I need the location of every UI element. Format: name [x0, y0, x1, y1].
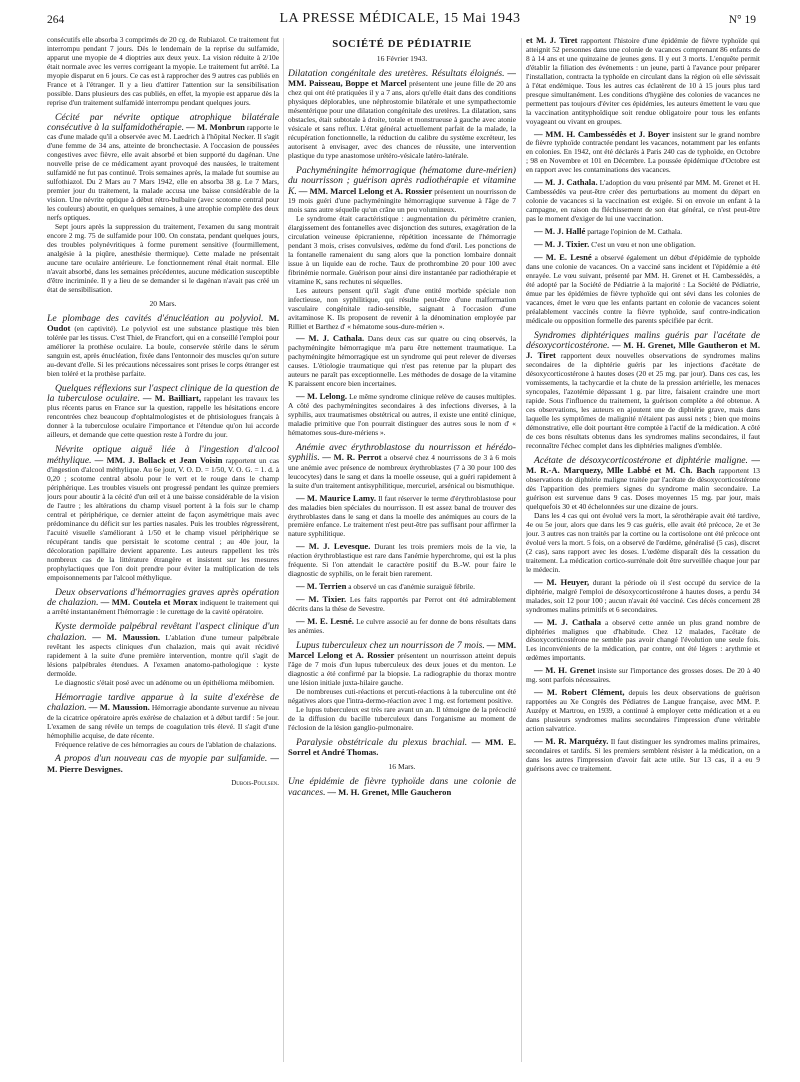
session-date: 16 Mars.: [388, 762, 416, 772]
discussion: [288, 595, 516, 614]
article-item: [288, 443, 516, 491]
discussion: [288, 542, 516, 579]
paragraph: Le syndrome était caractéristique : augmentation du périmètre cranien, élargissement des fontanelles avec disjonction des sutures, exagération de la circulation veineuse épicranienne, répétition incessante de l'hémorragie pendant 3 mois, crises convulsives, œdème du fond d'œil. Les ponctions de la fontanelle ramenaient du sang alors que la ponction lombaire donnait issue à un liquide eau de roche. Taux de prothrombine 20 pour 100 avec fibrinémie normale. Guérison pour ainsi dire instantanée par radiothérapie et vitamine K, sans rechutes ni séquelles.: [288, 214, 516, 286]
article-item: [47, 693, 279, 741]
discussant: — M. J. Hallé: [534, 226, 586, 237]
article-item: [47, 754, 279, 774]
page-number: 264: [47, 14, 65, 26]
article-text: rapportent l'histoire d'une épidémie de fièvre typhoïde qui atteignit 52 personnes dans une colonie de vacances comprenant 86 enfants de 8 à 14 ans et une quinzaine de jeunes gens. Il y eut 3 morts. L'enquête permit d'établir la filiation des événements : un jeune, parti à l'avance pour préparer l'installation, contracta la typhoïde en circulant dans la région où elle sévissait à l'état endémique. Tous les autres cas éclatèrent de 10 à 15 jours plus tard presque simultanément. Les conditions d'hygiène des colonies de vacances ne permettent pas toujours d'éviter ces épidémies, les auteurs émettent le vœu que la vaccination antityphoïdique soit rendue obligatoire pour tous les enfants voyageant ou vivant en groupes.: [526, 36, 760, 126]
discussion-text: durant la période où il s'est occupé du service de la diphtérie, malgré l'emploi de désoxycorticostérone à hautes doses, a perdu 34 malades, soit 12 pour 100 ; aucun n'avait été vacciné. Ces décès concernent 28 syndromes malins primitifs et 6 secondaires.: [526, 577, 760, 614]
article-author: — M. H. Grenet, Mlle Gaucheron: [327, 786, 452, 797]
article-author: — MM. Paisseau, Boppe et Marcel: [288, 67, 516, 89]
discussant: — M. Heuyer,: [534, 576, 590, 587]
discussion: [526, 240, 760, 250]
discussion-text: partage l'opinion de M. Cathala.: [587, 227, 683, 237]
article-author: — M. R.-A. Marquezy, Mlle Labbé et M. Ch. Bach: [526, 454, 760, 476]
session-date: 20 Mars.: [149, 298, 177, 308]
discussion-text: a observé cette année un plus grand nombre de diphtéries malignes que d'habitude. Chez 12 malades, l'acétate de désoxycorticostérone ne semble pas avoir changé l'évolution une seule fois. Les inconvénients de la médication, par contre, ont été légers : arythmie et œdèmes importants.: [526, 617, 760, 663]
discussant: — M. J. Cathala: [534, 616, 602, 627]
paragraph: Les auteurs pensent qu'il s'agit d'une entité morbide spéciale non infectieuse, non syphilitique, qui résulte peut-être d'une malformation vasculaire congénitale radio-sensible, saignant à l'occasion d'une avitaminose K. Ils proposent de revenir à la dénomination employée par Rilliet et Barthez d' « hématome sous-dure-mérien ».: [288, 285, 516, 331]
article-text: L'ablation d'une tumeur palpébrale revêtant les aspects cliniques d'un chalazion, mais qui avait récidivé rapidement à la suite d'une première intervention, montre qu'il s'agit de lésions palpébrales étendues. A l'examen anatomo-pathologique : kyste dermoïde.: [47, 632, 279, 678]
article-author: — M. Maussion.: [88, 702, 150, 713]
discussion-text: Le culvre associé au fer donne de bons résultats dans les anémies.: [288, 617, 516, 635]
discussant: — M. J. Tixier.: [534, 239, 590, 250]
discussant: — M. J. Cathala.: [534, 177, 598, 188]
discussant: — M. E. Lesné: [534, 251, 592, 262]
discussion: [526, 253, 760, 326]
article-title: Dilatation congénitale des uretères. Résultats éloignés.: [288, 67, 505, 79]
article-text: présentent un nourrisson atteint depuis l'âge de 7 mois d'un lupus tuberculeux des deux joues et du menton. Le diagnostic a été confirmé par la biopsie. La radiographie du thorax montre une lésion initiale juxta-hilaire gauche.: [288, 651, 516, 688]
article-author: — M. Monbrun: [186, 122, 245, 133]
article-title: Paralysie obstétricale du plexus brachial.: [296, 736, 468, 748]
article-author: — MM. Marcel Lelong et A. Rossier: [298, 185, 433, 196]
article-title: Névrite optique aiguë liée à l'ingestion d'alcool méthylique.: [47, 444, 279, 466]
discussion-text: a observé également un début d'épidémie de typhoïde dans une colonie de vacances. On a vacciné sans incident et l'épidémie a été enrayée. Le vœu suivant, présenté par MM. H. Grenet et H. Cambessédès, a été adopté par la Société de Pédiatrie à la majorité : La Société de Pédiatrie, émue par les épidémies de fièvre typhoïde qui ont sévi dans les colonies de vacances, émet le vœu que les enfants partant en colonie de vacances soient préalablement vaccinés contre la fièvre typhoïde, sauf contre-indication médicale ou opposition formelle des parents spécifiée par écrit.: [526, 252, 760, 325]
article-title: Anémie avec érythroblastose du nourrisson et hérédo-syphilis.: [288, 441, 516, 464]
discussion-text: Il faut réserver le terme d'érythroblastose pour des maladies bien spéciales du nourrisson. Il est assez banal de trouver des érythroblastes dans le sang et dans la moelle des anémiques au cours de la première enfance. Le traitement n'est peut-être pas suffisant pour affirmer la nature syphilitique.: [288, 493, 516, 539]
article-item: [47, 588, 279, 618]
article-title: A propos d'un nouveau cas de myopie par sulfamide.: [55, 753, 268, 765]
section-title: SOCIÉTÉ DE PÉDIATRIE: [332, 38, 472, 50]
column-middle: [288, 36, 516, 1066]
article-item: [526, 456, 760, 512]
article-item: [47, 622, 279, 679]
discussion-text: Durant les trois premiers mois de la vie, la réaction érythroblastique est rare dans l'anémie hyperchrome, qui est la plus fréquente. Si l'on attendait le caractère positif du B.-W. pour faire le diagnostic de syphilis, on le ferait bien rarement.: [288, 542, 516, 579]
discussion: [526, 737, 760, 774]
column-left: [47, 36, 279, 1066]
article-title: Le plombage des cavités d'énucléation au polyviol.: [47, 312, 264, 324]
paragraph: Fréquence relative de ces hémorragies au cours de l'ablation de chalazions.: [55, 739, 277, 749]
article-continuation: [526, 36, 760, 127]
article-author: — MM. Coutela et Morax: [100, 596, 198, 607]
paragraph: De nombreuses cuti-réactions et percuti-réactions à la tuberculine ont été négatives alors que l'intra-dermo-réaction avec 1 mg. est fortement positive.: [288, 687, 516, 706]
article-text: rapportent 13 observations de diphtérie maligne traitée par l'acétate de désoxycorticostérone dès l'apparition des premiers signes du syndrome malin secondaire. La guérison est survenue dans 9 cas. Doses moyennes 15 mg. par jour, mais quelquefois 30 et 40 échelonnées sur une dizaine de jours.: [526, 466, 760, 512]
article-title: Lupus tuberculeux chez un nourrisson de 7 mois.: [296, 639, 485, 651]
issue-number: N° 19: [728, 14, 756, 26]
discussion-text: insistent sur le grand nombre de fièvre typhoïde contractée pendant les vacances, notamment par les enfants en colonies. En 1942, ont été déclarés à Paris 240 cas de typhoïde, en Octobre ; 98 en Novembre et 101 en Décembre. La poussée épidémique d'Octobre est en rapport avec les contaminations des vacances.: [526, 129, 760, 175]
discussion: [288, 494, 516, 540]
article-item: [47, 384, 279, 441]
article-text: rappelant les travaux les plus récents parus en France sur la question, rappelle les hésitations encore rencontrées chez beaucoup d'ophtalmologistes et de phtisiologues français à donner à la tuberculose oculaire l'importance et l'étendue qu'on lui accorde ailleurs, et demande que cette question reste à l'ordre du jour.: [47, 394, 279, 440]
discussion: [526, 178, 760, 224]
discussant: — M. Maurice Lamy.: [296, 492, 377, 503]
article-text: présentent une jeune fille de 20 ans chez qui ont été pratiquées il y a 7 ans, alors qu'elle était dans des conditions physiques déplorables, une néphrostomie bilatérale et une sympathectomie mésentérique pour une dilatation congénitale des uretères. La dilatation, sans obstacles, était subtotale à droite, totale et monstrueuse à gauche avec atonie vésicale et sans reflux. L'état général actuellement parfait de la malade, la récupération fonctionnelle, la réduction du calibre du système excréteur, les autorisent à envisager, avec des chances de réussite, une intervention plastique du type anastomose urétéro-vésicale latéro-latérale.: [288, 79, 516, 160]
discussion: [526, 666, 760, 685]
discussant: — M. J. Levesque.: [296, 541, 371, 552]
article-author: — MM. E. Sorrel et André Thomas.: [288, 736, 516, 758]
article-title: Une épidémie de fièvre typhoïde dans une colonie de vacances.: [288, 776, 516, 798]
column-divider: [521, 38, 522, 1062]
article-author: et M. J. Tiret: [526, 36, 578, 45]
article-item: [288, 166, 516, 215]
article-item: [47, 113, 279, 223]
article-title: Deux observations d'hémorragies graves après opération de chalazion.: [47, 586, 279, 608]
page-header: [0, 0, 800, 34]
discussion: [526, 227, 760, 237]
article-item: [288, 69, 516, 161]
article-author: — MM. J. Bollack et Jean Voisin: [94, 454, 223, 465]
article-text: a observé chez 4 nourrissons de 3 à 6 mois une anémie avec présence de nombreux érythroblastes (7 à 30 pour 100 des leucocytes) dans le sang et dans la moelle osseuse, qui a guéri rapidement à la suite d'un traitement antisyphilitique, mercuriel, arsénical ou bismuthique.: [288, 453, 516, 490]
discussant: — M. J. Cathala.: [296, 333, 365, 344]
article-author: — M. Maussion.: [92, 631, 161, 642]
discussion-text: a observé un cas d'anémie suraiguë fébrile.: [348, 582, 475, 592]
discussant: — M. Lelong.: [296, 391, 348, 402]
discussion: [288, 582, 516, 592]
discussion: [526, 130, 760, 176]
discussion: [526, 688, 760, 734]
article-item: [526, 331, 760, 451]
journal-title: LA PRESSE MÉDICALE, 15 Mai 1943: [279, 11, 521, 26]
article-text: (en captivité). Le polyviol est une substance plastique très bien tolérée par les tissus. C'est Thiel, de Francfort, qui en a conseillé l'emploi pour améliorer la prothèse oculaire. La boule, conservée stérile dans le sérum sanguin est, après énucléation, fixée dans l'entonnoir des muscles qu'on suture au-devant d'elle. Si les précautions nécessaires sont prises le corps étranger est bien toléré et la prothèse parfaite.: [47, 323, 279, 378]
discussion-text: Dans deux cas sur quatre ou cinq observés, la pachyméningite hémorragique m'a paru être nettement traumatique. La pachyméningite hémorragique est un syndrome qui peut relever de diverses causes. L'étiologie traumatique qui n'est pas retenue par la plupart des auteurs ne paraît pas exceptionnelle. Les méthodes de dosage de la vitamine K paraissent encore bien incertaines.: [288, 334, 516, 389]
discussant: — M. Terrien: [296, 581, 347, 592]
paragraph: Le diagnostic s'était posé avec un adénome ou un épithélioma méibomien.: [55, 677, 275, 687]
discussant: — M. Tixier.: [296, 594, 347, 605]
discussion-text: Il faut distinguer les syndromes malins primaires, secondaires et tardifs. Si les premiers semblent résister à la médication, on a dans les autres l'impression d'avoir fait acte utile. Sur 13 cas, il a eu 9 guérisons avec ce traitement.: [526, 736, 760, 773]
article-title: Cécité par névrite optique atrophique bilatérale consécutive à la sulfamidothérapie.: [47, 111, 279, 134]
article-item: [288, 777, 516, 798]
article-text: présentent un nourrisson de 19 mois guéri d'une pachyméningite hémorragique survenue à l'âge de 7 mois sans autre séquelle qu'un crâne un peu volumineux.: [288, 186, 516, 215]
article-item: [288, 641, 516, 688]
signature: Dubois-Poulsen.: [231, 778, 279, 787]
discussion-text: insiste sur l'importance des grosses doses. De 20 à 40 mg. sont parfois nécessaires.: [526, 666, 760, 685]
paragraph: Dans les 4 cas qui ont évolué vers la mort, la sérothérapie avait été tardive, 4e ou 5e jour, alors que dans les 9 cas guéris, elle avait été précoce, 2e et 3e jour. 3 autres cas non traités par la cortine ou la cortisolone ont été précoce ont évolué vers la mort. 5 fois, on a observé de l'œdème, généralisé (5 cas), discret (2 cas), sans rapport avec les doses. L'œdème disparaît dès la cessation du traitement. La médication cortico-surrénale doit être surveillée chaque jour par le médecin.: [526, 511, 760, 574]
discussant: — MM. H. Cambessédès et J. Boyer: [534, 128, 670, 139]
discussion: [288, 617, 516, 636]
discussion-text: L'adoption du vœu présenté par MM. M. Grenet et H. Cambessédès va peut-être créer des perturbations au moment du départ en colonie de vacances si la vaccination est exigée. Si on envoie un enfant à la campagne, en raison du fléchissement de son état général, ce n'est peut-être pas le moment d'exiger de lui une vaccination.: [526, 178, 760, 224]
article-text: rapportent deux nouvelles observations de syndromes malins secondaires de la diphtérie guéris par les injections d'acétate de désoxycorticostérone à hautes doses (20 et 25 mg. par jour). Dans ces cas, les vomissements, la tachycardie et la chute de la pression artérielle, les menaces syncopales, l'azotémie dépassant 1 g. par litre, faisaient craindre une mort rapide. Sous l'influence du traitement, la guérison complète a été obtenue. A ces observations, les auteurs en ajoutent une de diphtérie grave, mais dans laquelle les symptômes de malignité n'étaient pas aussi nets ; bien que moins démonstrative, elle doit pourtant être comptée à l'actif de la médication. A côté de ces bons résultats obtenus dans les syndromes malins secondaires, il faut reconnaître l'échec complet dans les diphtéries malignes d'emblée.: [526, 351, 760, 450]
article-author: — M. H. Grenet, Mlle Gautheron et M. J. Tiret: [526, 340, 760, 361]
discussion: [288, 392, 516, 438]
paragraph: Sept jours après la suppression du traitement, l'examen du sang montrait encore 2 mg. 75 de sulfamide pour 100. On constata, pendant quelques jours, des troubles polynévritiques à forme purement sensitive (fourmillement, analgésie à la piqûre, anesthésie thermique). Cette malade ne présentait aucune tare oculaire antérieure. Le fonctionnement rénal était normal. Elle n'avait absorbé, dans les semaines précédentes, aucune médication susceptible d'être incriminée. Il y a lieu de se demander si le dagénan n'avait pas créé un état de sensibilisation.: [47, 221, 279, 294]
column-right: [526, 36, 760, 1066]
article-author: — M. Pierre Desvignes.: [47, 753, 279, 774]
article-author: — M. R. Perrot: [322, 452, 382, 463]
session-date: 16 Février 1943.: [376, 54, 428, 63]
article-item: [47, 445, 279, 582]
column-divider: [283, 38, 284, 1062]
article-text: rapporte le cas d'une malade qu'il a observée avec M. Laedrich à l'hôpital Necker. Il s'agit d'une femme de 34 ans, atteinte de bronchectasie. A l'occasion de poussées congestives avec fièvre, elle avait absorbé et bien supporté du dagénan. Une nouvelle prise de ce médicament ayant provoqué des nausées, le traitement sulfamidé ne fut pas continué. Trois semaines après, la malade fut soumise au sulfothiazol. Du 2 Mars au 7 Mars 1942, elle en absorba 38 g. Le 7 Mars, premier jour du traitement, la malade accusa une baisse considérable de la vision. Une névrite optique à début rétro-bulbaire (avec scotome central pour les couleurs) aboutit, en quelques semaines, à une atrophie complète des deux nerfs optiques.: [47, 123, 279, 223]
article-author: M. Oudot: [47, 312, 279, 333]
article-title: Syndromes diphtériques malins guéris par l'acétate de désoxycorticostérone.: [526, 329, 760, 351]
discussion: [526, 618, 760, 664]
article-item: [288, 738, 516, 758]
article-text: rapportent un cas d'ingestion d'alcool méthylique. Au 6e jour, V. O. D. = 1/50, V. O. G. = 1. d. à 0,20 ; scotome central absolu pour le vert et le rouge dans le champ périphérique. Les troubles visuels ont progressé pendant les quinze premiers jours pour aboutir à la cécité d'un œil et à une baisse considérable de la vision de l'autre ; les altérations du champ visuel portent à la fois sur le champ central et périphérique, ce dernier atteint de façon asymétrique mais avec prédominance du déficit sur les parties nasales. Puis les troubles régressèrent, l'acuité visuelle s'améliorant à 1/50 et le champ visuel périphérique se récupérant tandis que persistait le scotome central ; au 40e jour, la décoloration papillaire devient apparente. Les auteurs rappellent les très nombreux cas de la littérature étrangère et insistent sur les mesures prophylactiques que l'on doit prendre pour éviter la multiplication de tels empoisonnements par l'alcool méthylique.: [47, 455, 279, 582]
article-title: Quelques réflexions sur l'aspect clinique de la question de la tuberculose oculaire.: [47, 382, 279, 405]
discussion-text: Le même syndrome clinique relève de causes multiples. A côté des pachyméningites secondaires à des infections diverses, à la syphilis, aux traumatismes obstétrical ou autres, il existe une entité clinique, maladie primitive que l'on pourrait distinguer des autres sous le nom d' « hématomes sous-dure-mériens ».: [288, 392, 516, 437]
article-title: Pachyméningite hémorragique (hématome dure-mérien) du nourrisson ; guérison après radiothérapie et vitamine K.: [288, 164, 516, 197]
discussant: — M. R. Marquézy.: [534, 735, 609, 746]
paragraph: consécutifs elle absorba 3 comprimés de 20 cg. de Rubiazol. Ce traitement fut interrompu pendant 7 jours. Dès le lendemain de la reprise du sulfamide, apparut une myopie de 4 dioptries aux deux yeux. La vision réduite à 2/10e était normale avec les verres corrigeant la myopie. Le traitement fut arrêté. La myopie disparut en 6 jours. Ce cas est à rapprocher des 9 autres cas publiés en France et à l'étranger. Il y a lieu d'attirer l'attention sur la sensibilisation possible. Dans plusieurs des cas publiés, en effet, la myopie est apparue dès la reprise d'un traitement sulfamidé interrompu pendant quelques jours.: [47, 36, 279, 107]
article-text: indiquent le traitement qui a arrêté instantanément l'hémorragie : le curettage de la cavité opératoire.: [47, 597, 279, 617]
article-author: — MM. Marcel Lelong et A. Rossier: [288, 639, 516, 661]
article-title: Acétate de désoxycorticostérone et diphtérie maligne.: [534, 454, 748, 466]
article-item: [47, 314, 279, 379]
article-author: — M. Bailliart,: [142, 393, 202, 404]
discussion-text: Les faits rapportés par Perrot ont été admirablement décrits dans la thèse de Sevestre.: [288, 595, 516, 614]
article-title: Hémorragie tardive apparue à la suite d'exérèse de chalazion.: [47, 691, 279, 714]
article-text: Hémorragie abondante survenue au niveau de la cicatrice opératoire après exérèse de chalazion et à début tardif : 5e jour. L'examen de sang révèle un temps de coagulation très élevé. Il s'agit d'une hémophilie acquise, de date récente.: [47, 703, 279, 740]
discussion: [288, 334, 516, 389]
discussant: — M. E. Lesné.: [296, 616, 354, 627]
discussion: [526, 578, 760, 615]
discussion-text: C'est un vœu et non une obligation.: [591, 240, 696, 250]
discussant: — M. H. Grenet: [534, 665, 596, 676]
paragraph: Le lupus tuberculeux est très rare avant un an. Il témoigne de la précocité de la diffusion du bacille tuberculeux dans l'organisme au moment de l'éclosion de la lésion ganglio-pulmonaire.: [288, 705, 516, 732]
discussant: — M. Robert Clément,: [534, 687, 625, 698]
discussion-text: depuis les deux observations de guérison rapportées au Xe Congrès des Pédiatres de Langue française, avec MM. P. Auzépy et Martrou, en 1939, a continué à employer cette médication et a eu dans plusieurs syndromes malins secondaires l'impression d'une véritable action salvatrice.: [526, 688, 760, 734]
article-title: Kyste dermoïde palpébral revêtant l'aspect clinique d'un chalazion.: [47, 621, 279, 643]
